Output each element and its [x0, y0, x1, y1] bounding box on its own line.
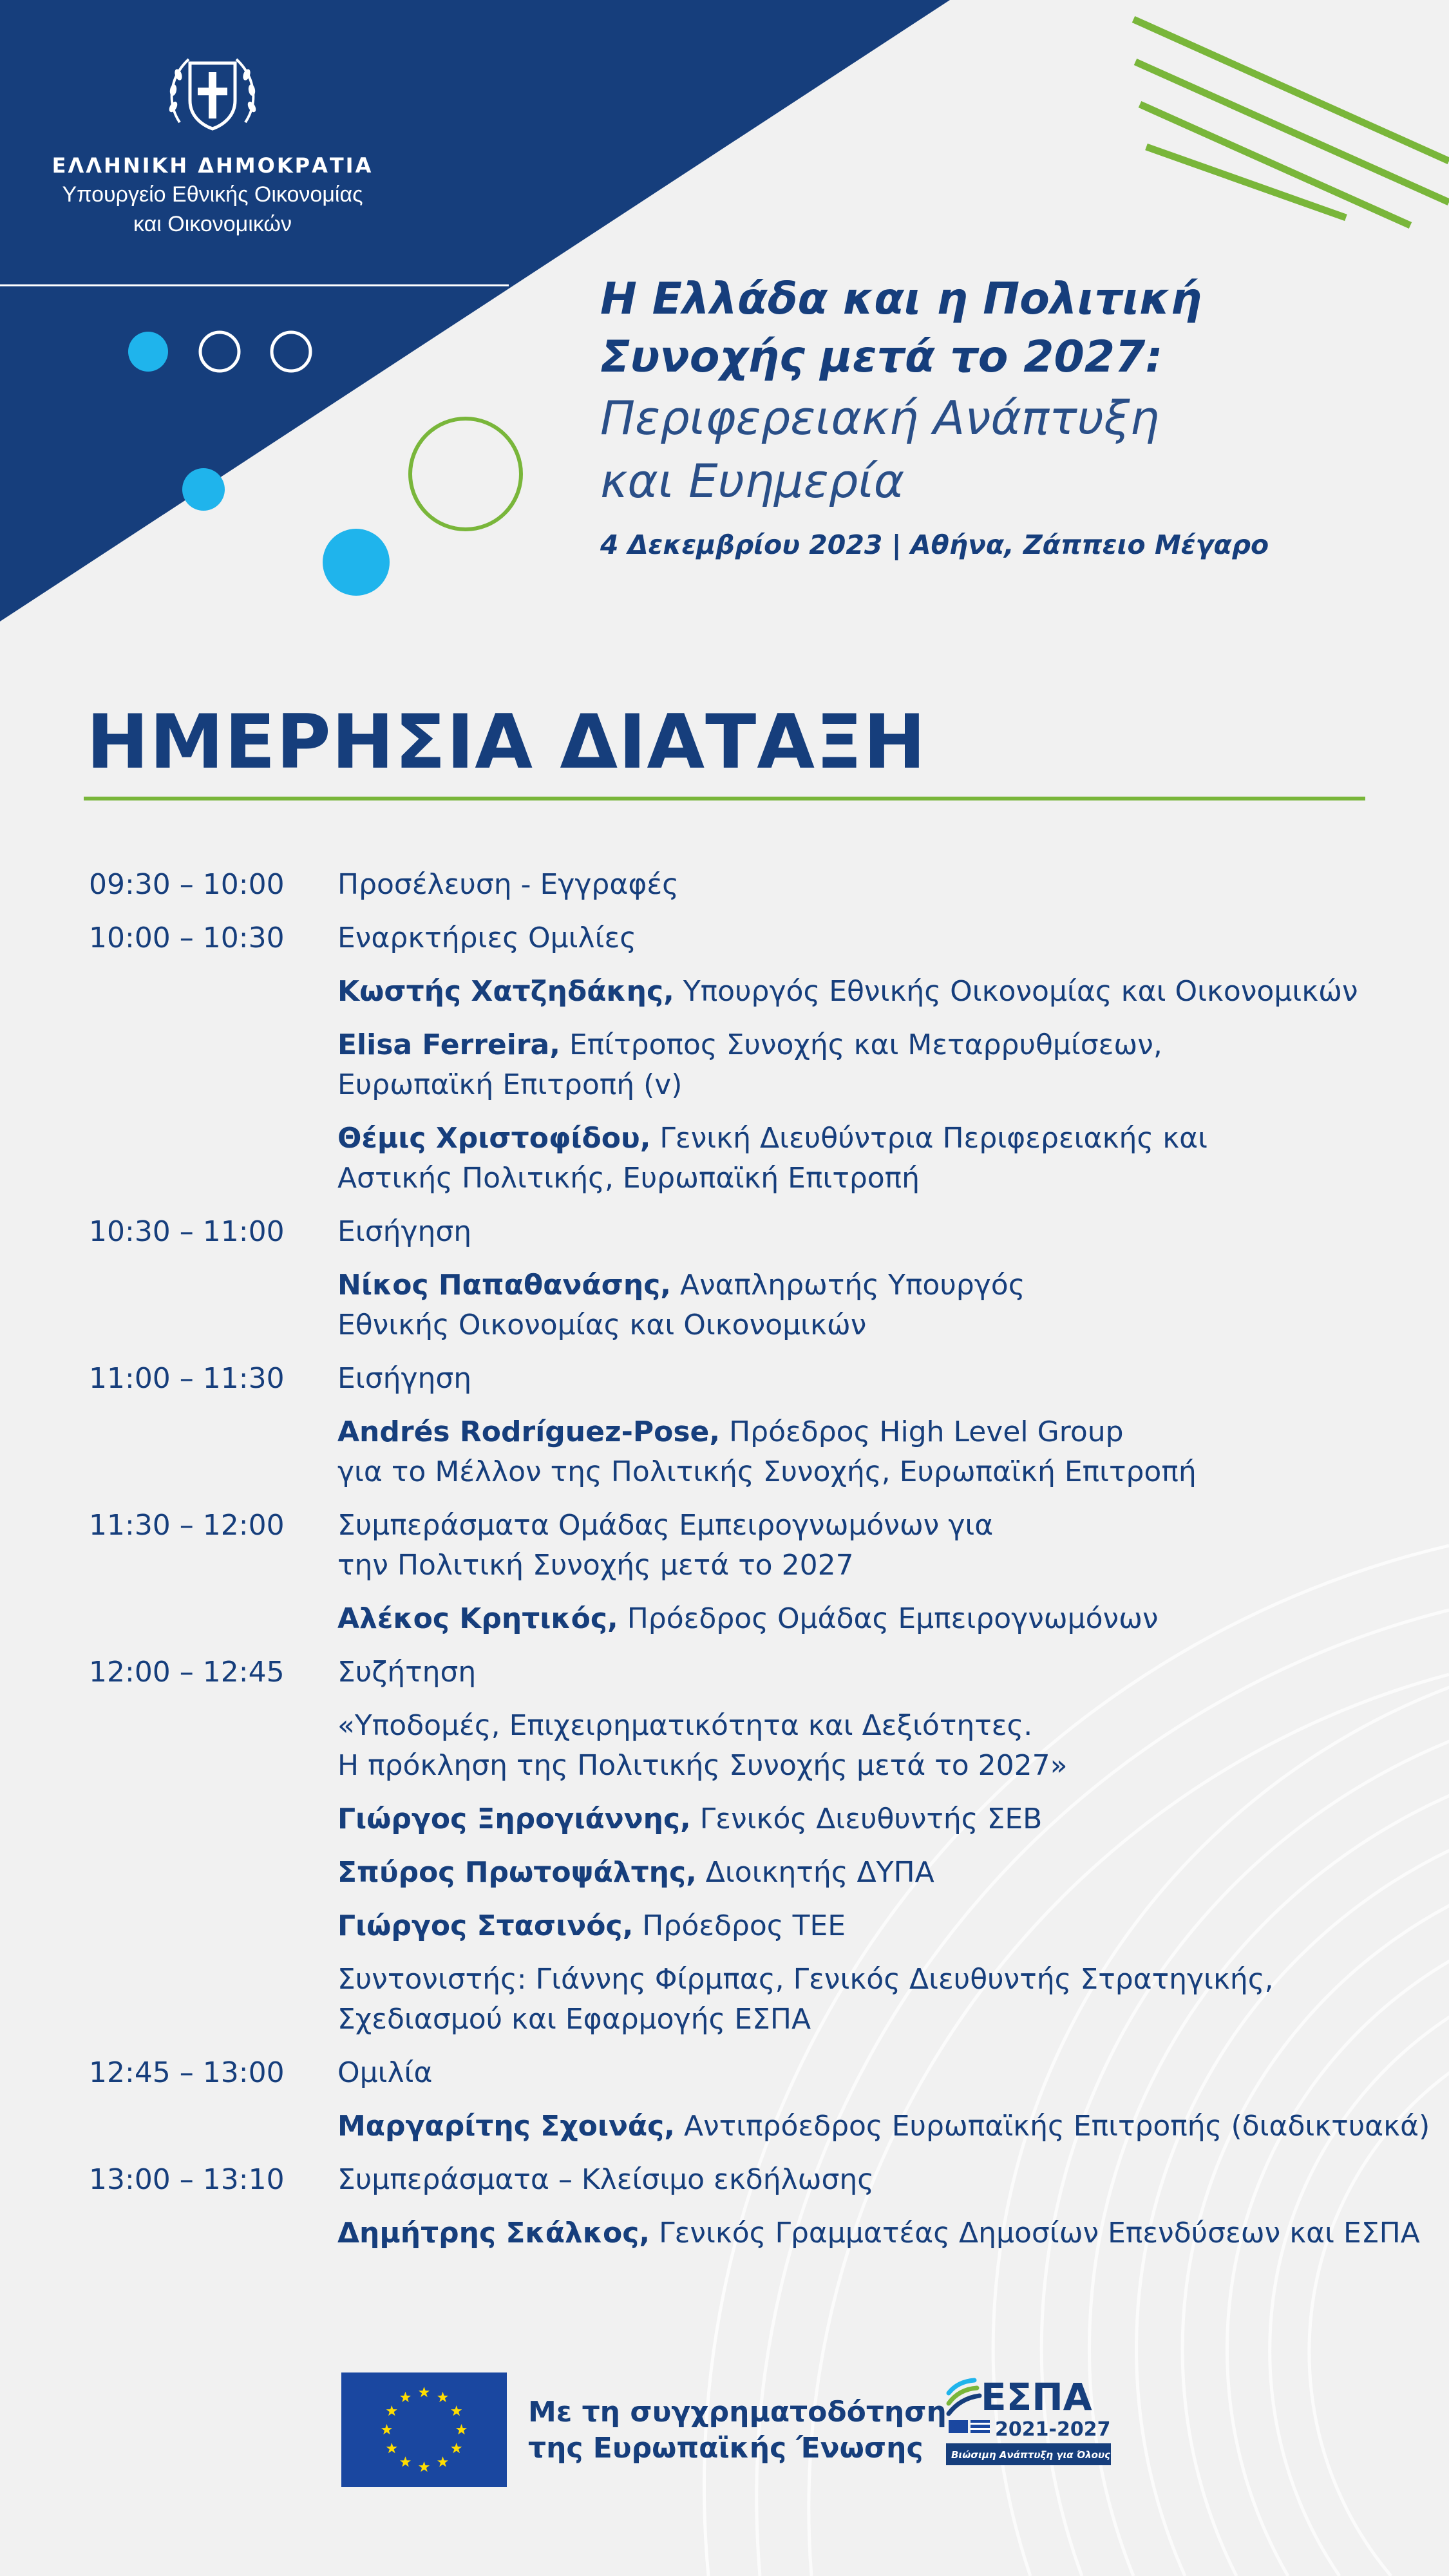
- speaker-role-line2: για το Μέλλον της Πολιτικής Συνοχής, Ευρωπαϊκή Επιτροπή: [337, 1455, 1197, 1488]
- footer-funding: [341, 2372, 1179, 2501]
- eu-mini-flag-icon: [949, 2420, 968, 2433]
- espa-years: 2021-2027: [995, 2418, 1111, 2441]
- agenda-slot: [89, 1653, 1422, 1692]
- espa-logo: [943, 2376, 1121, 2486]
- speaker-item: [89, 1799, 1422, 1839]
- speaker-role: Διοικητής ΔΥΠΑ: [705, 1856, 934, 1889]
- espa-name: ΕΣΠΑ: [981, 2376, 1092, 2419]
- slider-dot-active: [128, 332, 168, 372]
- greek-emblem-icon: [164, 45, 261, 142]
- cofunding-line1: Με τη συγχρηματοδότηση: [528, 2396, 947, 2429]
- speaker-name: Δημήτρης Σκάλκος,: [337, 2217, 650, 2249]
- slot-title: Συμπεράσματα Ομάδας Εμπειρογνωμόνων για: [337, 1509, 994, 1542]
- heading-underline: [84, 797, 1365, 800]
- speaker-role: Γενικός Διευθυντής ΣΕΒ: [699, 1803, 1043, 1835]
- event-title-block: [600, 270, 1373, 560]
- ministry-name-line2: και Οικονομικών: [133, 212, 292, 236]
- speaker-role: Πρόεδρος High Level Group: [729, 1416, 1124, 1448]
- greek-mini-flag-icon: [971, 2420, 990, 2433]
- speaker-role: Αντιπρόεδρος Ευρωπαϊκής Επιτροπής (διαδικτυακά): [683, 2110, 1430, 2143]
- event-title-line1: Η Ελλάδα και η Πολιτική: [600, 274, 1202, 325]
- agenda-slot: [89, 1212, 1422, 1252]
- ministry-name-line1: Υπουργείο Εθνικής Οικονομίας: [62, 182, 363, 207]
- slot-title: Συζήτηση: [337, 1656, 477, 1689]
- slot-title: Εισήγηση: [337, 1362, 472, 1395]
- speaker-name: Αλέκος Κρητικός,: [337, 1602, 618, 1635]
- slot-title: Ομιλία: [337, 2056, 433, 2089]
- topic-line1: «Υποδομές, Επιχειρηματικότητα και Δεξιότητες.: [337, 1709, 1033, 1742]
- speaker-role: Γενικός Γραμματέας Δημοσίων Επενδύσεων και ΕΣΠΑ: [659, 2217, 1420, 2249]
- slot-title: Προσέλευση - Εγγραφές: [337, 868, 679, 901]
- speaker-role-line2: Αστικής Πολιτικής, Ευρωπαϊκή Επιτροπή: [337, 1162, 920, 1195]
- topic-line2: Η πρόκληση της Πολιτικής Συνοχής μετά το 2027»: [337, 1749, 1068, 1782]
- speaker-item: [89, 1599, 1422, 1639]
- cyan-circle-small: [182, 468, 225, 511]
- slot-title-line2: την Πολιτική Συνοχής μετά το 2027: [337, 1549, 854, 1582]
- cyan-circle-large: [323, 529, 390, 596]
- speaker-name: Μαργαρίτης Σχοινάς,: [337, 2110, 675, 2143]
- speaker-name: Γιώργος Ξηρογιάννης,: [337, 1803, 691, 1835]
- speaker-item: [89, 1119, 1422, 1198]
- green-stripes: [1133, 19, 1449, 225]
- speaker-item: [89, 1025, 1422, 1105]
- slot-time: 13:00 – 13:10: [89, 2163, 285, 2196]
- speaker-role: Αναπληρωτής Υπουργός: [680, 1269, 1025, 1302]
- speaker-role-line2: Εθνικής Οικονομίας και Οικονομικών: [337, 1309, 867, 1341]
- slot-title: Εναρκτήριες Ομιλίες: [337, 922, 637, 954]
- slot-time: 11:00 – 11:30: [89, 1362, 285, 1395]
- slot-time: 12:00 – 12:45: [89, 1656, 285, 1689]
- agenda-slot: [89, 1359, 1422, 1399]
- speaker-role-line2: Ευρωπαϊκή Επιτροπή (v): [337, 1068, 683, 1101]
- moderator-line2: Σχεδιασμού και Εφαρμογής ΕΣΠΑ: [337, 2003, 811, 2036]
- espa-tagline: Βιώσιμη Ανάπτυξη για Όλους: [951, 2449, 1111, 2461]
- slot-time: 12:45 – 13:00: [89, 2056, 285, 2089]
- speaker-name: Νίκος Παπαθανάσης,: [337, 1269, 671, 1302]
- agenda-slot: [89, 865, 1422, 905]
- event-subtitle-line2: και Ευημερία: [600, 454, 905, 508]
- discussion-topic: [89, 1706, 1422, 1786]
- slot-time: 09:30 – 10:00: [89, 868, 285, 901]
- agenda-slot: [89, 918, 1422, 958]
- speaker-role: Πρόεδρος ΤΕΕ: [642, 1909, 846, 1942]
- event-date-place: 4 Δεκεμβρίου 2023 | Αθήνα, Ζάππειο Μέγαρο: [600, 529, 1269, 560]
- speaker-item: [89, 1906, 1422, 1946]
- cofunding-line2: της Ευρωπαϊκής Ένωσης: [528, 2432, 923, 2465]
- slot-title: Εισήγηση: [337, 1215, 472, 1248]
- green-ring: [410, 419, 521, 529]
- cofunding-label: [528, 2394, 947, 2467]
- speaker-role: Πρόεδρος Ομάδας Εμπειρογνωμόνων: [627, 1602, 1159, 1635]
- moderator-item: [89, 1960, 1422, 2040]
- speaker-name: Elisa Ferreira,: [337, 1028, 560, 1061]
- event-subtitle-line1: Περιφερειακή Ανάπτυξη: [600, 391, 1160, 445]
- slot-time: 10:00 – 10:30: [89, 922, 285, 954]
- speaker-item: [89, 972, 1422, 1012]
- speaker-item: [89, 1412, 1422, 1492]
- speaker-role: Γενική Διευθύντρια Περιφερειακής και: [659, 1122, 1208, 1155]
- speaker-item: [89, 2213, 1422, 2253]
- slot-title: Συμπεράσματα – Κλείσιμο εκδήλωσης: [337, 2163, 875, 2196]
- slot-time: 10:30 – 11:00: [89, 1215, 285, 1248]
- ministry-header: [13, 45, 412, 237]
- speaker-item: [89, 2107, 1430, 2146]
- moderator-line1: Συντονιστής: Γιάννης Φίρμπας, Γενικός Διευθυντής Στρατηγικής,: [337, 1963, 1274, 1996]
- speaker-item: [89, 1265, 1422, 1345]
- republic-label: ΕΛΛΗΝΙΚΗ ΔΗΜΟΚΡΑΤΙΑ: [52, 153, 374, 178]
- agenda-slot: [89, 1506, 1422, 1586]
- event-title-line2: Συνοχής μετά το 2027:: [600, 332, 1163, 383]
- speaker-name: Κωστής Χατζηδάκης,: [337, 975, 674, 1008]
- agenda-slot: [89, 2160, 1422, 2200]
- speaker-role: Υπουργός Εθνικής Οικονομίας και Οικονομικών: [683, 975, 1358, 1008]
- slot-time: 11:30 – 12:00: [89, 1509, 285, 1542]
- eu-flag-icon: [341, 2372, 507, 2487]
- speaker-name: Andrés Rodríguez-Pose,: [337, 1416, 721, 1448]
- speaker-name: Γιώργος Στασινός,: [337, 1909, 634, 1942]
- agenda-slot: [89, 2053, 1422, 2093]
- speaker-role: Επίτροπος Συνοχής και Μεταρρυθμίσεων,: [569, 1028, 1162, 1061]
- speaker-item: [89, 1853, 1422, 1893]
- speaker-name: Θέμις Χριστοφίδου,: [337, 1122, 651, 1155]
- speaker-name: Σπύρος Πρωτοψάλτης,: [337, 1856, 697, 1889]
- agenda-heading: ΗΜΕΡΗΣΙΑ ΔΙΑΤΑΞΗ: [86, 699, 927, 786]
- agenda-list: [89, 865, 1430, 2267]
